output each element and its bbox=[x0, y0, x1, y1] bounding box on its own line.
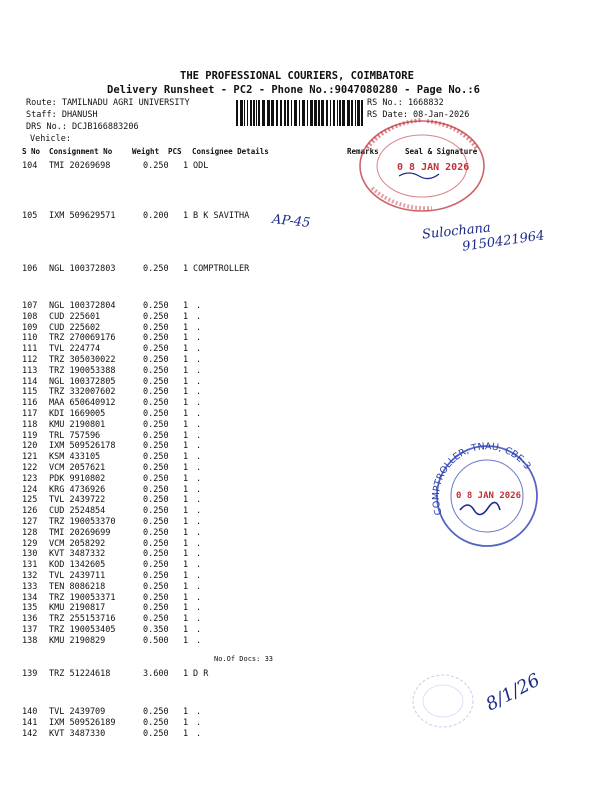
row-consignee: . bbox=[196, 333, 202, 344]
row-weight: 0.250 bbox=[143, 527, 169, 538]
row-consignee: . bbox=[196, 614, 202, 625]
row-consignment-no: TVL 2439711 bbox=[49, 571, 106, 581]
row-consignment-no: CUD 2524854 bbox=[49, 506, 106, 517]
barcode-bar bbox=[291, 100, 292, 126]
row-consignee: . bbox=[196, 718, 202, 728]
row-sno: 138 bbox=[22, 635, 38, 646]
row-consignment-no: TVL 224774 bbox=[49, 344, 101, 355]
row-consignee: . bbox=[196, 581, 202, 592]
row-consignment-no: VCM 2058292 bbox=[49, 538, 106, 549]
row-consignment-no: KMU 2190817 bbox=[49, 603, 106, 614]
row-consignment-no: TVL 2439722 bbox=[49, 495, 106, 506]
row-weight: 0.250 bbox=[143, 419, 169, 430]
handwritten-ap: AP-45 bbox=[271, 212, 312, 231]
row-sno: 122 bbox=[22, 463, 38, 473]
table-row bbox=[0, 625, 600, 635]
barcode-bar bbox=[247, 100, 248, 126]
row-sno: 107 bbox=[22, 301, 38, 311]
barcode-bar bbox=[250, 100, 252, 126]
row-consignee: . bbox=[196, 527, 202, 538]
barcode-bar bbox=[240, 100, 243, 126]
row-consignee: . bbox=[196, 387, 202, 398]
row-consignment-no: PDK 9910802 bbox=[49, 473, 106, 484]
table-row bbox=[0, 582, 600, 592]
table-row bbox=[0, 355, 600, 365]
row-consignee: . bbox=[196, 376, 202, 387]
svg-text:COMPTROLLER, TNAU, CBE-3: COMPTROLLER, TNAU, CBE-3 bbox=[430, 441, 533, 517]
row-pcs: 1 bbox=[183, 571, 189, 581]
row-weight: 0.200 bbox=[143, 211, 169, 221]
row-weight: 0.250 bbox=[143, 161, 169, 171]
handwritten-signature: 8/1/26 bbox=[482, 669, 544, 716]
row-consignment-no: KDI 1669005 bbox=[49, 409, 106, 419]
row-sno: 121 bbox=[22, 452, 38, 463]
barcode-bar bbox=[326, 100, 328, 126]
row-weight: 0.250 bbox=[143, 707, 169, 717]
row-pcs: 1 bbox=[183, 301, 189, 311]
row-weight: 0.250 bbox=[143, 560, 169, 571]
handwritten-phone: 9150421964 bbox=[461, 228, 546, 255]
row-consignee: . bbox=[196, 495, 202, 506]
table-row bbox=[0, 366, 600, 376]
row-consignment-no: TRZ 255153716 bbox=[49, 614, 116, 625]
row-consignee: . bbox=[196, 311, 202, 322]
row-consignee: . bbox=[196, 409, 202, 419]
barcode-bar bbox=[267, 100, 270, 126]
row-pcs: 1 bbox=[183, 398, 189, 409]
row-pcs: 1 bbox=[183, 463, 189, 473]
table-row bbox=[0, 333, 600, 343]
row-consignee: . bbox=[196, 635, 202, 646]
row-pcs: 1 bbox=[183, 506, 189, 517]
barcode-bar bbox=[262, 100, 265, 126]
row-weight: 0.250 bbox=[143, 322, 169, 333]
company-title: THE PROFESSIONAL COURIERS, COIMBATORE bbox=[180, 70, 414, 82]
row-consignee: . bbox=[196, 603, 202, 614]
row-sno: 142 bbox=[22, 729, 38, 739]
barcode-bar bbox=[330, 100, 331, 126]
row-pcs: 1 bbox=[183, 729, 189, 739]
row-weight: 0.250 bbox=[143, 441, 169, 452]
row-consignment-no: NGL 100372803 bbox=[49, 264, 116, 274]
row-weight: 0.250 bbox=[143, 409, 169, 419]
row-sno: 118 bbox=[22, 419, 38, 430]
row-consignment-no: TMI 20269699 bbox=[49, 527, 111, 538]
barcode bbox=[236, 100, 364, 126]
row-consignment-no: TEN 8086218 bbox=[49, 581, 106, 592]
row-weight: 0.250 bbox=[143, 430, 169, 441]
row-sno: 130 bbox=[22, 549, 38, 560]
table-row bbox=[0, 409, 600, 419]
row-sno: 134 bbox=[22, 592, 38, 603]
row-sno: 114 bbox=[22, 376, 38, 387]
row-consignment-no: CUD 225602 bbox=[49, 322, 101, 333]
row-consignee: . bbox=[196, 473, 202, 484]
row-consignment-no: IXM 509629571 bbox=[49, 211, 116, 221]
row-weight: 0.250 bbox=[143, 376, 169, 387]
barcode-bar bbox=[307, 100, 308, 126]
table-row bbox=[0, 571, 600, 581]
row-sno: 104 bbox=[22, 161, 38, 171]
table-row bbox=[0, 560, 600, 570]
row-consignee: . bbox=[196, 517, 202, 527]
col-consignee: Consignee Details bbox=[192, 147, 269, 156]
row-pcs: 1 bbox=[183, 311, 189, 322]
row-pcs: 1 bbox=[183, 441, 189, 452]
table-row bbox=[0, 323, 600, 333]
row-consignee: . bbox=[196, 463, 202, 473]
row-consignment-no: KMU 2190801 bbox=[49, 419, 106, 430]
row-pcs: 1 bbox=[183, 538, 189, 549]
row-pcs: 1 bbox=[183, 387, 189, 398]
row-consignee: . bbox=[196, 301, 202, 311]
row-pcs: 1 bbox=[183, 549, 189, 560]
row-weight: 0.250 bbox=[143, 452, 169, 463]
barcode-bar bbox=[333, 100, 335, 126]
row-consignment-no: TRZ 51224618 bbox=[49, 669, 111, 679]
row-consignee: . bbox=[196, 729, 202, 739]
row-consignee: . bbox=[196, 707, 202, 717]
rs-date: RS Date: 08-Jan-2026 bbox=[367, 110, 470, 120]
row-pcs: 1 bbox=[183, 495, 189, 506]
table-row bbox=[0, 301, 600, 311]
row-consignee: . bbox=[196, 592, 202, 603]
row-sno: 133 bbox=[22, 581, 38, 592]
row-pcs: 1 bbox=[183, 707, 189, 717]
row-consignment-no: NGL 100372805 bbox=[49, 376, 116, 387]
row-pcs: 1 bbox=[183, 211, 189, 221]
row-weight: 0.500 bbox=[143, 635, 169, 646]
barcode-bar bbox=[256, 100, 257, 126]
row-weight: 0.250 bbox=[143, 484, 169, 495]
row-pcs: 1 bbox=[183, 625, 189, 635]
row-consignee: . bbox=[196, 398, 202, 409]
row-consignee: B K SAVITHA bbox=[193, 211, 250, 221]
row-sno: 117 bbox=[22, 409, 38, 419]
row-consignment-no: TRZ 190053371 bbox=[49, 592, 116, 603]
row-sno: 120 bbox=[22, 441, 38, 452]
row-weight: 0.250 bbox=[143, 718, 169, 728]
barcode-bar bbox=[294, 100, 297, 126]
row-pcs: 1 bbox=[183, 560, 189, 571]
row-consignee: . bbox=[196, 506, 202, 517]
row-sno: 139 bbox=[22, 669, 38, 679]
handwritten-name: Sulochana bbox=[421, 220, 492, 243]
row-pcs: 1 bbox=[183, 430, 189, 441]
table-row bbox=[0, 420, 600, 430]
row-sno: 115 bbox=[22, 387, 38, 398]
row-sno: 132 bbox=[22, 571, 38, 581]
row-pcs: 1 bbox=[183, 592, 189, 603]
barcode-bar bbox=[244, 100, 245, 126]
row-sno: 119 bbox=[22, 430, 38, 441]
table-row bbox=[0, 614, 600, 624]
row-sno: 106 bbox=[22, 264, 38, 274]
barcode-bar bbox=[253, 100, 255, 126]
row-weight: 0.250 bbox=[143, 592, 169, 603]
row-consignee: . bbox=[196, 430, 202, 441]
row-pcs: 1 bbox=[183, 718, 189, 728]
row-weight: 3.600 bbox=[143, 669, 169, 679]
table-row bbox=[0, 387, 600, 397]
row-consignment-no: MAA 650640912 bbox=[49, 398, 116, 409]
barcode-bar bbox=[339, 100, 341, 126]
row-sno: 112 bbox=[22, 355, 38, 365]
row-consignment-no: NGL 100372804 bbox=[49, 301, 116, 311]
row-pcs: 1 bbox=[183, 452, 189, 463]
row-consignee: . bbox=[196, 322, 202, 333]
row-consignee: . bbox=[196, 355, 202, 365]
row-consignee: . bbox=[196, 452, 202, 463]
row-pcs: 1 bbox=[183, 161, 189, 171]
row-consignment-no: IXM 509526178 bbox=[49, 441, 116, 452]
row-consignee: . bbox=[196, 441, 202, 452]
row-consignee: . bbox=[196, 484, 202, 495]
row-weight: 0.250 bbox=[143, 495, 169, 506]
row-weight: 0.250 bbox=[143, 549, 169, 560]
barcode-bar bbox=[347, 100, 350, 126]
table-row bbox=[0, 344, 600, 354]
row-weight: 0.250 bbox=[143, 506, 169, 517]
row-sno: 126 bbox=[22, 506, 38, 517]
row-consignee: . bbox=[196, 571, 202, 581]
table-row bbox=[0, 398, 600, 408]
row-sno: 127 bbox=[22, 517, 38, 527]
row-weight: 0.250 bbox=[143, 387, 169, 398]
table-row bbox=[0, 603, 600, 613]
row-consignment-no: KOD 1342605 bbox=[49, 560, 106, 571]
faint-stamp bbox=[410, 672, 476, 730]
row-pcs: 1 bbox=[183, 365, 189, 376]
row-sno: 125 bbox=[22, 495, 38, 506]
row-pcs: 1 bbox=[183, 264, 189, 274]
row-consignment-no: TMI 20269698 bbox=[49, 161, 111, 171]
row-consignment-no: KRG 4736926 bbox=[49, 484, 106, 495]
row-sno: 109 bbox=[22, 322, 38, 333]
table-row bbox=[0, 718, 600, 728]
row-weight: 0.250 bbox=[143, 398, 169, 409]
barcode-bar bbox=[236, 100, 238, 126]
barcode-bar bbox=[355, 100, 356, 126]
row-sno: 116 bbox=[22, 398, 38, 409]
svg-text:0 8 JAN 2026: 0 8 JAN 2026 bbox=[456, 491, 522, 501]
row-pcs: 1 bbox=[183, 527, 189, 538]
row-pcs: 1 bbox=[183, 344, 189, 355]
barcode-bar bbox=[280, 100, 282, 126]
comptroller-stamp bbox=[428, 440, 546, 548]
row-sno: 140 bbox=[22, 707, 38, 717]
row-consignee: . bbox=[196, 419, 202, 430]
row-pcs: 1 bbox=[183, 376, 189, 387]
staff: Staff: DHANUSH bbox=[26, 110, 98, 120]
row-weight: 0.250 bbox=[143, 365, 169, 376]
row-consignment-no: KVT 3487330 bbox=[49, 729, 106, 739]
row-pcs: 1 bbox=[183, 669, 189, 679]
table-row bbox=[0, 312, 600, 322]
row-consignee: . bbox=[196, 560, 202, 571]
col-remarks: Remarks bbox=[347, 147, 379, 156]
route: Route: TAMILNADU AGRI UNIVERSITY bbox=[26, 98, 190, 108]
row-consignment-no: TRL 757596 bbox=[49, 430, 101, 441]
row-consignment-no: TRZ 190053370 bbox=[49, 517, 116, 527]
row-sno: 131 bbox=[22, 560, 38, 571]
row-consignment-no: CUD 225601 bbox=[49, 311, 101, 322]
row-consignee: . bbox=[196, 538, 202, 549]
barcode-bar bbox=[310, 100, 313, 126]
row-consignment-no: TRZ 305030022 bbox=[49, 355, 116, 365]
row-weight: 0.250 bbox=[143, 614, 169, 625]
row-sno: 110 bbox=[22, 333, 38, 344]
table-row bbox=[0, 636, 600, 646]
row-pcs: 1 bbox=[183, 635, 189, 646]
barcode-bar bbox=[318, 100, 320, 126]
barcode-bar bbox=[276, 100, 278, 126]
row-pcs: 1 bbox=[183, 355, 189, 365]
table-row bbox=[0, 161, 600, 171]
row-sno: 141 bbox=[22, 718, 38, 728]
row-consignee: D R bbox=[193, 669, 209, 679]
col-consignment: Consignment No bbox=[49, 147, 113, 156]
runsheet-title: Delivery Runsheet - PC2 - Phone No.:9047080280 - Page No.:6 bbox=[107, 84, 480, 96]
row-weight: 0.250 bbox=[143, 473, 169, 484]
row-sno: 135 bbox=[22, 603, 38, 614]
row-sno: 111 bbox=[22, 344, 38, 355]
row-pcs: 1 bbox=[183, 409, 189, 419]
row-weight: 0.250 bbox=[143, 344, 169, 355]
barcode-bar bbox=[284, 100, 286, 126]
row-consignee: . bbox=[196, 625, 202, 635]
row-consignee: . bbox=[196, 365, 202, 376]
barcode-bar bbox=[271, 100, 274, 126]
row-sno: 105 bbox=[22, 211, 38, 221]
row-consignee: . bbox=[196, 549, 202, 560]
row-sno: 113 bbox=[22, 365, 38, 376]
row-consignment-no: KVT 3487332 bbox=[49, 549, 106, 560]
row-pcs: 1 bbox=[183, 473, 189, 484]
row-pcs: 1 bbox=[183, 614, 189, 625]
row-weight: 0.250 bbox=[143, 581, 169, 592]
row-sno: 123 bbox=[22, 473, 38, 484]
row-pcs: 1 bbox=[183, 333, 189, 344]
row-weight: 0.350 bbox=[143, 625, 169, 635]
table-row bbox=[0, 264, 600, 274]
row-weight: 0.250 bbox=[143, 571, 169, 581]
barcode-bar bbox=[337, 100, 338, 126]
barcode-bar bbox=[299, 100, 300, 126]
table-row bbox=[0, 593, 600, 603]
row-pcs: 1 bbox=[183, 603, 189, 614]
row-consignment-no: TRZ 270069176 bbox=[49, 333, 116, 344]
no-of-docs: No.Of Docs: 33 bbox=[214, 655, 274, 663]
row-sno: 108 bbox=[22, 311, 38, 322]
row-weight: 0.250 bbox=[143, 264, 169, 274]
row-weight: 0.250 bbox=[143, 538, 169, 549]
table-row bbox=[0, 669, 600, 679]
table-row bbox=[0, 729, 600, 739]
delivery-stamp bbox=[357, 118, 487, 214]
row-weight: 0.250 bbox=[143, 729, 169, 739]
barcode-bar bbox=[287, 100, 289, 126]
row-sno: 137 bbox=[22, 625, 38, 635]
row-weight: 0.250 bbox=[143, 301, 169, 311]
barcode-bar bbox=[321, 100, 324, 126]
row-pcs: 1 bbox=[183, 581, 189, 592]
drs-no: DRS No.: DCJB166883206 bbox=[26, 122, 139, 132]
vehicle: Vehicle: bbox=[30, 134, 71, 144]
row-consignment-no: VCM 2057621 bbox=[49, 463, 106, 473]
row-sno: 129 bbox=[22, 538, 38, 549]
col-seal: Seal & Signature bbox=[405, 147, 478, 156]
row-consignment-no: TRZ 332007602 bbox=[49, 387, 116, 398]
row-pcs: 1 bbox=[183, 517, 189, 527]
row-weight: 0.250 bbox=[143, 517, 169, 527]
row-consignment-no: TRZ 190053388 bbox=[49, 365, 116, 376]
row-consignment-no: KSM 433105 bbox=[49, 452, 101, 463]
row-consignee: COMPTROLLER bbox=[193, 264, 250, 274]
row-sno: 124 bbox=[22, 484, 38, 495]
row-consignee: ODL bbox=[193, 161, 209, 171]
row-pcs: 1 bbox=[183, 419, 189, 430]
barcode-bar bbox=[258, 100, 260, 126]
rs-no: RS No.: 1668832 bbox=[367, 98, 444, 108]
barcode-bar bbox=[342, 100, 345, 126]
row-pcs: 1 bbox=[183, 322, 189, 333]
row-weight: 0.250 bbox=[143, 311, 169, 322]
row-consignment-no: IXM 509526189 bbox=[49, 718, 116, 728]
table-row bbox=[0, 549, 600, 559]
row-consignment-no: TRZ 190053405 bbox=[49, 625, 116, 635]
col-sno: S No bbox=[22, 147, 41, 156]
col-weight: Weight bbox=[132, 147, 160, 156]
row-sno: 136 bbox=[22, 614, 38, 625]
barcode-bar bbox=[302, 100, 305, 126]
row-weight: 0.250 bbox=[143, 603, 169, 614]
table-row bbox=[0, 377, 600, 387]
row-weight: 0.250 bbox=[143, 463, 169, 473]
row-consignment-no: TVL 2439709 bbox=[49, 707, 106, 717]
col-pcs: PCS bbox=[168, 147, 182, 156]
row-sno: 128 bbox=[22, 527, 38, 538]
row-weight: 0.250 bbox=[143, 333, 169, 344]
table-row bbox=[0, 707, 600, 717]
svg-text:0 8 JAN 2026: 0 8 JAN 2026 bbox=[397, 162, 470, 173]
row-weight: 0.250 bbox=[143, 355, 169, 365]
row-consignment-no: KMU 2190829 bbox=[49, 635, 106, 646]
row-pcs: 1 bbox=[183, 484, 189, 495]
barcode-bar bbox=[351, 100, 353, 126]
barcode-bar bbox=[314, 100, 317, 126]
row-consignee: . bbox=[196, 344, 202, 355]
